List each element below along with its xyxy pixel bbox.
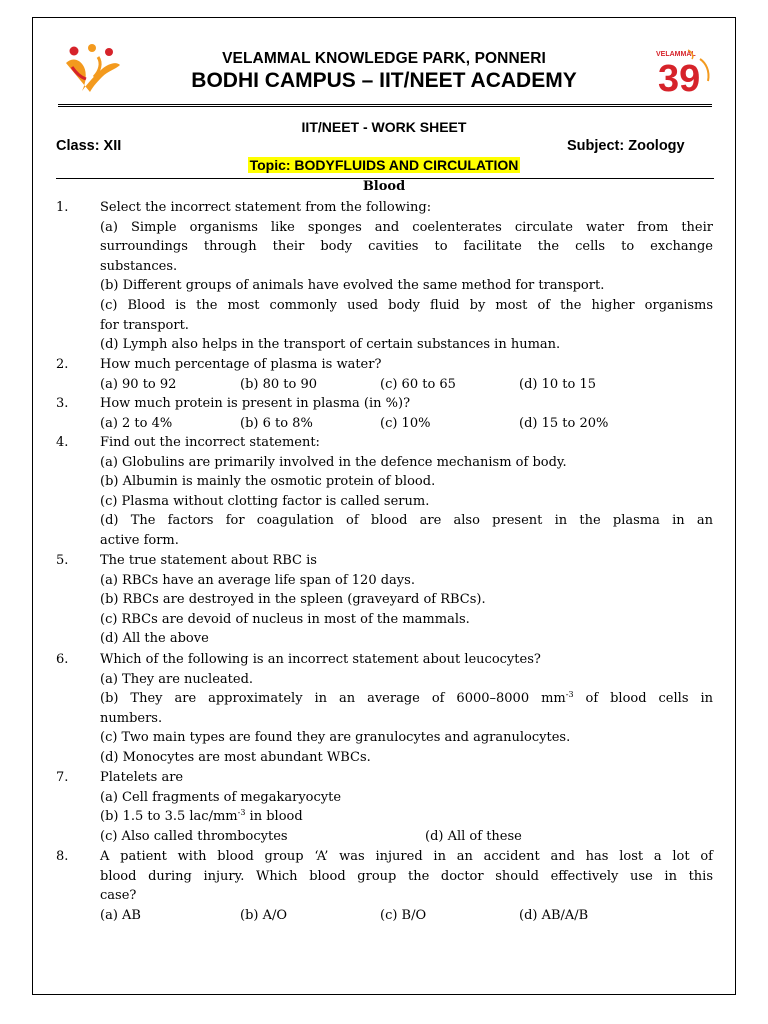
question-line: (a) Globulins are primarily involved in the defence mechanism of body. [100, 454, 567, 470]
worksheet-title: IIT/NEET - WORK SHEET [301, 119, 467, 135]
school-name: VELAMMAL KNOWLEDGE PARK, PONNERI [222, 50, 546, 67]
question-stem: Which of the following is an incorrect statement about leucocytes? [100, 652, 541, 667]
question-line: (d) Monocytes are most abundant WBCs. [100, 749, 371, 765]
question-line: (a) Simple organisms like sponges and coelenterates circulate water from their [100, 219, 713, 235]
question-number: 5. [56, 553, 69, 568]
line-text: (b) 1.5 to 3.5 lac/mm [100, 809, 238, 825]
options-row [100, 906, 713, 926]
exponent: -3 [565, 690, 574, 700]
question-line: (c) RBCs are devoid of nucleus in most of the mammals. [100, 611, 470, 627]
question-line: substances. [100, 258, 178, 274]
option-d: (d) 10 to 15 [519, 376, 596, 392]
question-number: 8. [56, 849, 69, 864]
exponent: -3 [237, 808, 246, 818]
line-text: in blood [245, 809, 303, 825]
header-rule-bottom [58, 106, 712, 107]
question-line: (b) Albumin is mainly the osmotic protein of blood. [100, 474, 436, 490]
question-1 [56, 198, 713, 355]
question-line: (c) Two main types are found they are granulocytes and agranulocytes. [100, 730, 571, 746]
option-d: (d) AB/A/B [519, 907, 589, 923]
question-number: 1. [56, 200, 69, 215]
question-line: (d) Lymph also helps in the transport of certain substances in human. [100, 337, 561, 353]
question-stem: The true statement about RBC is [100, 553, 317, 568]
question-line: (a) Cell fragments of megakaryocyte [100, 789, 342, 805]
line-text: of blood cells in [573, 691, 713, 707]
option-a: (a) 2 to 4% [100, 415, 173, 431]
question-number: 2. [56, 357, 69, 372]
section-title: Blood [362, 179, 406, 194]
question-line: blood during injury. Which blood group the doctor should effectively use in this [100, 868, 713, 884]
option-c: (c) B/O [380, 907, 427, 923]
options-row [100, 375, 713, 395]
option-d: (d) 15 to 20% [519, 415, 609, 431]
topic-label: Topic: BODYFLUIDS AND CIRCULATION [249, 157, 519, 173]
question-line: (d) All the above [100, 631, 209, 647]
question-stem: Find out the incorrect statement: [100, 435, 320, 450]
logo-text: VELAMMAL [656, 51, 696, 58]
question-line: (a) RBCs have an average life span of 120 days. [100, 572, 415, 588]
subject-label: Subject: Zoology [567, 138, 685, 154]
option-b: (b) 80 to 90 [240, 376, 317, 392]
question-3 [56, 394, 713, 433]
question-line: for transport. [100, 317, 189, 333]
option-b: (b) A/O [240, 907, 288, 923]
question-number: 3. [56, 396, 69, 411]
option-c: (c) 10% [380, 415, 431, 431]
line-text: (b) They are approximately in an average of 6000–8000 mm [100, 691, 566, 707]
question-8 [56, 847, 713, 925]
options-row [100, 414, 713, 434]
question-line: (b) Different groups of animals have evolved the same method for transport. [100, 278, 605, 294]
question-number: 4. [56, 435, 69, 450]
question-line: (a) They are nucleated. [100, 671, 254, 687]
question-line-sup [100, 807, 713, 827]
question-6 [56, 650, 713, 768]
question-stem: Select the incorrect statement from the following: [100, 200, 432, 215]
topic-row [0, 157, 768, 175]
question-line: (b) RBCs are destroyed in the spleen (graveyard of RBCs). [100, 592, 486, 608]
question-7 [56, 768, 713, 846]
question-stem: Platelets are [100, 770, 184, 785]
question-5 [56, 551, 713, 649]
option-c: (c) 60 to 65 [380, 376, 456, 392]
class-label: Class: XII [56, 138, 122, 154]
question-number: 6. [56, 652, 69, 667]
question-2 [56, 355, 713, 394]
question-line: (c) Plasma without clotting factor is called serum. [100, 493, 430, 509]
question-line: numbers. [100, 710, 163, 726]
question-stem: How much protein is present in plasma (in %)? [100, 396, 411, 411]
header-rule-top [58, 104, 712, 105]
question-line: (c) Blood is the most commonly used body fluid by most of the higher organisms [100, 297, 713, 313]
options-row [100, 827, 713, 847]
question-line: active form. [100, 532, 179, 548]
option-d: (d) All of these [425, 828, 522, 844]
question-line-sup [100, 689, 713, 709]
question-line: (d) The factors for coagulation of blood are also present in the plasma in an [100, 513, 713, 529]
question-line: surroundings through their body cavities to facilitate the cells to exchange [100, 239, 713, 255]
option-a: (a) 90 to 92 [100, 376, 177, 392]
option-a: (a) AB [100, 907, 141, 923]
question-stem: A patient with blood group ‘A’ was injured in an accident and has lost a lot of [100, 849, 713, 864]
question-stem: How much percentage of plasma is water? [100, 357, 382, 372]
campus-name: BODHI CAMPUS – IIT/NEET ACADEMY [191, 69, 577, 92]
option-b: (b) 6 to 8% [240, 415, 313, 431]
question-line: case? [100, 888, 137, 904]
question-4 [56, 433, 713, 551]
question-number: 7. [56, 770, 69, 785]
option-c: (c) Also called thrombocytes [100, 828, 288, 844]
logo-number: 39 [658, 58, 701, 93]
